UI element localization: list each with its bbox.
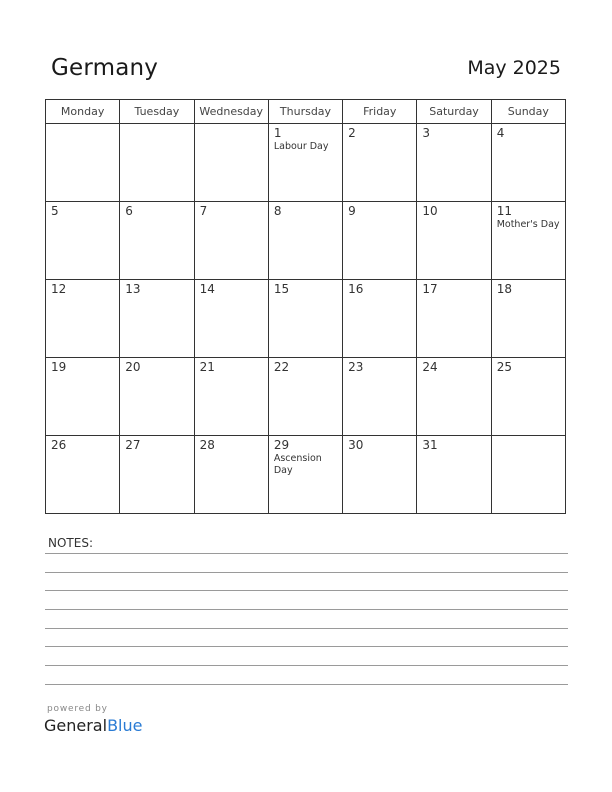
notes-line xyxy=(45,609,568,610)
notes-line xyxy=(45,665,568,666)
day-number: 26 xyxy=(51,438,67,452)
day-number: 25 xyxy=(496,360,512,374)
day-number: 22 xyxy=(273,360,290,374)
day-number: 15 xyxy=(273,282,290,296)
calendar-day-cell xyxy=(268,280,342,358)
notes-line xyxy=(45,572,568,573)
day-number: 9 xyxy=(348,204,356,218)
day-number: 1 xyxy=(273,126,282,140)
day-number: 31 xyxy=(422,438,438,452)
day-number: 6 xyxy=(125,204,133,218)
calendar-day-cell xyxy=(120,202,194,280)
calendar-day-cell xyxy=(491,124,565,202)
day-number: 30 xyxy=(348,438,364,452)
day-number: 17 xyxy=(422,282,438,296)
calendar-day-cell xyxy=(46,358,120,436)
calendar-country-title: Germany xyxy=(51,55,159,81)
calendar-day-cell xyxy=(194,202,268,280)
day-number xyxy=(46,124,119,126)
calendar-day-cell xyxy=(491,202,565,280)
weekday-header: Thursday xyxy=(268,100,342,124)
calendar-week-row xyxy=(46,124,566,202)
calendar-week-row xyxy=(46,358,566,436)
calendar-month-title: May 2025 xyxy=(467,57,561,79)
calendar-week-row xyxy=(46,436,566,514)
calendar-day-cell xyxy=(417,124,491,202)
calendar-grid xyxy=(45,99,566,514)
brand-name-blue: Blue xyxy=(107,716,143,735)
calendar-day-cell xyxy=(46,124,120,202)
day-number: 14 xyxy=(199,282,215,296)
day-number: 10 xyxy=(422,204,438,218)
calendar-day-cell xyxy=(194,280,268,358)
calendar-day-cell xyxy=(194,358,268,436)
notes-line xyxy=(45,590,568,591)
day-number xyxy=(492,436,565,438)
calendar-day-cell xyxy=(417,358,491,436)
powered-by-text: powered by xyxy=(47,704,108,714)
weekday-header: Monday xyxy=(46,100,120,124)
calendar-day-cell xyxy=(194,436,268,514)
notes-line xyxy=(45,646,568,647)
calendar-day-cell xyxy=(491,280,565,358)
day-number: 23 xyxy=(348,360,364,374)
notes-line xyxy=(45,628,568,629)
calendar-day-cell xyxy=(268,358,342,436)
calendar-day-cell xyxy=(120,358,194,436)
day-number: 3 xyxy=(422,126,431,140)
day-number: 20 xyxy=(125,360,141,374)
calendar-day-cell xyxy=(491,436,565,514)
calendar-day-cell xyxy=(417,280,491,358)
day-number: 27 xyxy=(125,438,141,452)
calendar-day-cell xyxy=(343,202,417,280)
day-number: 7 xyxy=(199,204,208,218)
weekday-header-row xyxy=(46,100,566,124)
day-number: 16 xyxy=(348,282,364,296)
holiday-label: Ascension Day xyxy=(273,453,322,476)
brand-name-general: General xyxy=(44,716,108,735)
day-number xyxy=(195,124,268,126)
calendar-day-cell xyxy=(46,202,120,280)
day-number: 12 xyxy=(51,282,67,296)
calendar-day-cell xyxy=(343,436,417,514)
day-number: 4 xyxy=(496,126,505,140)
day-number: 2 xyxy=(348,126,356,140)
calendar-day-cell xyxy=(268,124,342,202)
calendar-day-cell xyxy=(120,124,194,202)
day-number: 13 xyxy=(125,282,141,296)
weekday-header: Wednesday xyxy=(194,100,268,124)
calendar-day-cell xyxy=(343,358,417,436)
day-number: 28 xyxy=(199,438,215,452)
calendar-day-cell xyxy=(417,202,491,280)
day-number: 8 xyxy=(273,204,282,218)
calendar-day-cell xyxy=(46,436,120,514)
calendar-week-row xyxy=(46,280,566,358)
calendar-day-cell xyxy=(46,280,120,358)
calendar-week-row xyxy=(46,202,566,280)
day-number: 24 xyxy=(422,360,438,374)
day-number: 5 xyxy=(51,204,59,218)
weekday-header: Tuesday xyxy=(120,100,194,124)
day-number: 11 xyxy=(496,204,512,218)
calendar-day-cell xyxy=(120,280,194,358)
weekday-header: Friday xyxy=(343,100,417,124)
calendar-day-cell xyxy=(491,358,565,436)
day-number: 19 xyxy=(51,360,67,374)
calendar-day-cell xyxy=(268,202,342,280)
calendar-day-cell xyxy=(343,280,417,358)
weekday-header: Saturday xyxy=(417,100,491,124)
brand-logo xyxy=(44,716,142,735)
calendar-day-cell xyxy=(194,124,268,202)
holiday-label: Labour Day xyxy=(273,141,329,152)
notes-line xyxy=(45,684,568,685)
calendar-day-cell xyxy=(268,436,342,514)
calendar-day-cell xyxy=(120,436,194,514)
day-number: 21 xyxy=(199,360,215,374)
holiday-label: Mother's Day xyxy=(496,219,560,230)
day-number xyxy=(120,124,193,126)
notes-line xyxy=(45,553,568,554)
day-number: 18 xyxy=(496,282,512,296)
calendar-day-cell xyxy=(343,124,417,202)
weekday-header: Sunday xyxy=(491,100,565,124)
notes-label: NOTES: xyxy=(48,536,93,550)
day-number: 29 xyxy=(273,438,290,452)
calendar-day-cell xyxy=(417,436,491,514)
